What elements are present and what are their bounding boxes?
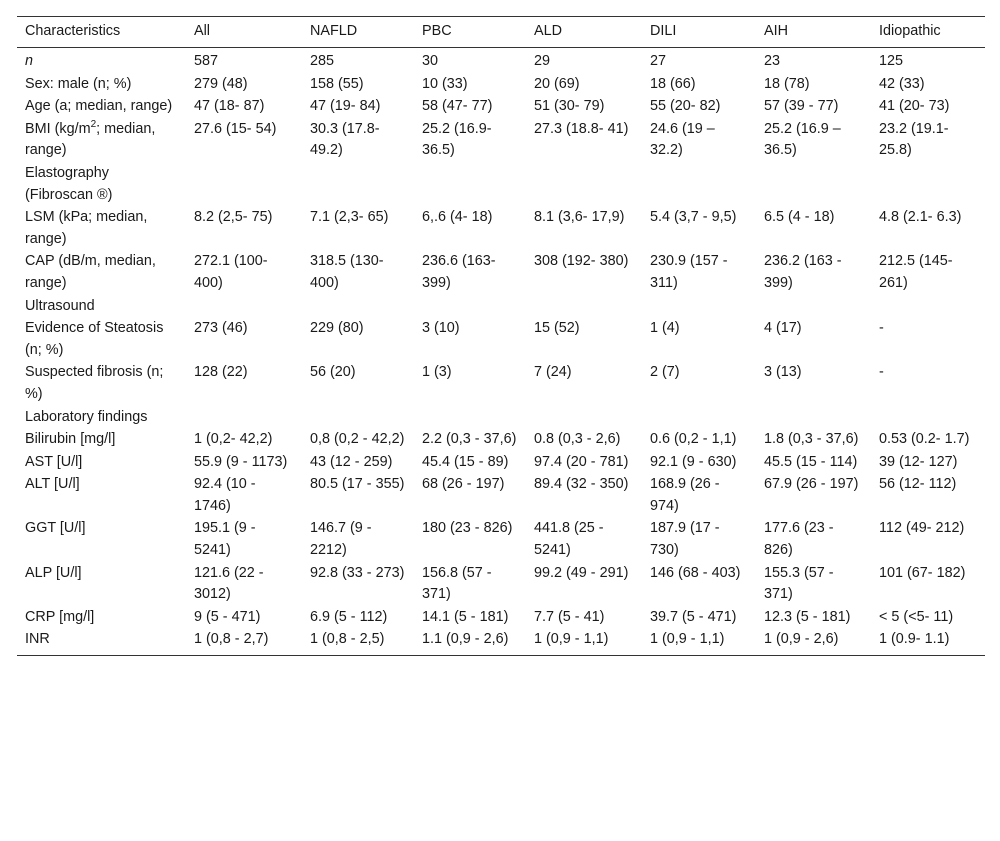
header-cell-idiopathic: Idiopathic xyxy=(871,17,985,48)
table-cell: 156.8 (57 - 371) xyxy=(422,564,492,603)
table-row xyxy=(17,206,985,250)
table-cell: 56 (20) xyxy=(310,364,356,381)
table-cell: 158 (55) xyxy=(310,75,364,92)
header-cell-pbc: PBC xyxy=(414,17,526,48)
table-cell: 195.1 (9 - 5241) xyxy=(194,520,256,559)
table-cell xyxy=(871,162,985,206)
table-row xyxy=(17,250,985,294)
table-cell: 18 (78) xyxy=(764,75,810,92)
table-cell xyxy=(526,162,642,206)
table-row xyxy=(17,517,985,561)
table-cell: 155.3 (57 - 371) xyxy=(764,564,834,603)
row-label: CRP [mg/l] xyxy=(25,608,95,625)
table-cell: 146 (68 - 403) xyxy=(650,564,741,581)
characteristics-table xyxy=(17,16,985,656)
table-cell: 39.7 (5 - 471) xyxy=(650,608,737,625)
table-cell: 1.8 (0,3 - 37,6) xyxy=(764,431,859,448)
row-label-text: ; median, range) xyxy=(25,120,156,159)
row-label: Age (a; median, range) xyxy=(25,98,173,115)
table-row xyxy=(17,162,985,206)
header-cell-characteristics: Characteristics xyxy=(17,17,186,48)
table-cell: 24.6 (19 – 32.2) xyxy=(650,120,715,159)
row-label: GGT [U/l] xyxy=(25,520,86,537)
table-cell xyxy=(526,406,642,429)
header-cell-aih: AIH xyxy=(756,17,871,48)
table-cell: 47 (19- 84) xyxy=(310,98,381,115)
table-cell xyxy=(302,295,414,318)
table-cell xyxy=(642,295,756,318)
row-label: AST [U/l] xyxy=(25,453,83,470)
table-cell: 180 (23 - 826) xyxy=(422,520,513,537)
table-cell: 1 (0,9 - 1,1) xyxy=(526,628,642,655)
table-cell: - xyxy=(879,364,884,381)
row-label: Evidence of Steatosis (n; %) xyxy=(25,320,164,358)
table-cell: 128 (22) xyxy=(194,364,248,381)
table-cell: 0,8 (0,2 - 42,2) xyxy=(310,431,405,448)
table-cell: 23.2 (19.1- 25.8) xyxy=(879,120,949,159)
table-cell: 8.1 (3,6- 17,9) xyxy=(534,209,625,226)
table-cell: 47 (18- 87) xyxy=(194,98,265,115)
table-cell: 168.9 (26 - 974) xyxy=(650,476,720,514)
table-row xyxy=(17,451,985,474)
table-cell: 56 (12- 112) xyxy=(879,476,957,493)
table-cell: 125 xyxy=(879,53,904,69)
table-cell: 9 (5 - 471) xyxy=(194,608,261,625)
row-label: n xyxy=(25,53,34,69)
table-cell xyxy=(871,295,985,318)
table-cell: 55.9 (9 - 1173) xyxy=(194,453,288,470)
table-cell: 7.7 (5 - 41) xyxy=(534,608,605,625)
table-cell: 29 xyxy=(534,53,551,69)
row-label: Suspected fibrosis (n; %) xyxy=(25,364,164,402)
table-body xyxy=(17,48,985,656)
table-cell: 4 (17) xyxy=(764,320,802,337)
table-cell: 236.2 (163 - 399) xyxy=(764,253,842,291)
table-cell: 177.6 (23 - 826) xyxy=(764,520,834,559)
row-label: INR xyxy=(17,628,186,655)
table-cell: 30.3 (17.8- 49.2) xyxy=(310,120,380,159)
table-cell xyxy=(186,295,302,318)
table-row xyxy=(17,606,985,629)
header-cell-dili: DILI xyxy=(642,17,756,48)
table-cell: 8.2 (2,5- 75) xyxy=(194,209,273,226)
table-cell: 1 (3) xyxy=(422,364,452,381)
row-label: Ultrasound xyxy=(25,297,95,314)
table-cell: 10 (33) xyxy=(422,75,468,92)
table-cell: 3 (10) xyxy=(422,320,460,337)
table-cell: 45.4 (15 - 89) xyxy=(422,453,509,470)
table-cell xyxy=(186,162,302,206)
table-cell: 92.1 (9 - 630) xyxy=(650,453,737,470)
row-label-text: BMI (kg/m xyxy=(25,120,91,137)
table-cell: 3 (13) xyxy=(764,364,802,381)
table-cell: 7 (24) xyxy=(534,364,572,381)
table-cell: 20 (69) xyxy=(534,75,580,92)
table-cell: 1 (0,9 - 1,1) xyxy=(642,628,756,655)
table-cell: 12.3 (5 - 181) xyxy=(764,608,851,625)
table-cell: 6,.6 (4- 18) xyxy=(422,209,493,226)
table-cell xyxy=(526,295,642,318)
row-label: ALP [U/l] xyxy=(25,564,82,581)
row-label: CAP (dB/m, median, range) xyxy=(25,253,156,291)
table-cell: 1 (0,9 - 2,6) xyxy=(756,628,871,655)
header-row xyxy=(17,17,985,48)
table-cell: 4.8 (2.1- 6.3) xyxy=(879,209,962,226)
table-cell: 45.5 (15 - 114) xyxy=(764,453,858,470)
table-cell: 279 (48) xyxy=(194,75,248,92)
table-row xyxy=(17,473,985,517)
table-cell: 57 (39 - 77) xyxy=(764,98,839,115)
table-cell xyxy=(871,406,985,429)
table-cell: 0.53 (0.2- 1.7) xyxy=(879,431,970,448)
table-cell: 67.9 (26 - 197) xyxy=(764,476,859,493)
table-cell xyxy=(414,406,526,429)
table-cell: 51 (30- 79) xyxy=(534,98,605,115)
table-cell: 15 (52) xyxy=(534,320,580,337)
table-cell: 0.8 (0,3 - 2,6) xyxy=(534,431,621,448)
table-cell: 146.7 (9 - 2212) xyxy=(310,520,372,559)
table-cell: 1.1 (0,9 - 2,6) xyxy=(414,628,526,655)
table-header xyxy=(17,17,985,48)
table-cell: 80.5 (17 - 355) xyxy=(310,476,405,493)
table-cell: 55 (20- 82) xyxy=(650,98,721,115)
table-cell: 1 (4) xyxy=(650,320,680,337)
table-cell: 212.5 (145- 261) xyxy=(879,253,953,291)
table-cell xyxy=(302,162,414,206)
table-row xyxy=(17,118,985,162)
header-cell-nafld: NAFLD xyxy=(302,17,414,48)
table-cell: 89.4 (32 - 350) xyxy=(534,476,629,493)
table-cell: 92.4 (10 - 1746) xyxy=(194,476,256,514)
table-cell: 14.1 (5 - 181) xyxy=(422,608,509,625)
table-cell: 1 (0.9- 1.1) xyxy=(871,628,985,655)
table-row xyxy=(17,73,985,96)
table-cell: 272.1 (100- 400) xyxy=(194,253,268,291)
characteristics-table-container xyxy=(17,16,985,656)
table-cell: 2 (7) xyxy=(650,364,680,381)
row-label: Sex: male (n; %) xyxy=(25,75,132,92)
row-label-superscript: 2 xyxy=(90,118,97,130)
table-cell: 18 (66) xyxy=(650,75,696,92)
header-cell-all: All xyxy=(186,17,302,48)
row-label: Elastography (Fibroscan ®) xyxy=(25,164,113,203)
table-cell: 101 (67- 182) xyxy=(879,564,966,581)
table-cell: 441.8 (25 - 5241) xyxy=(534,520,604,559)
table-cell xyxy=(302,406,414,429)
row-label: Bilirubin [mg/l] xyxy=(25,431,116,448)
table-cell xyxy=(756,162,871,206)
table-cell: 27.6 (15- 54) xyxy=(194,120,277,137)
table-cell xyxy=(186,406,302,429)
table-cell: 1 (0,2- 42,2) xyxy=(194,431,273,448)
table-cell: 25.2 (16.9 – 36.5) xyxy=(764,120,841,159)
row-label: LSM (kPa; median, range) xyxy=(25,209,148,247)
table-cell: 6.9 (5 - 112) xyxy=(310,608,388,625)
table-cell: 68 (26 - 197) xyxy=(422,476,505,493)
table-cell: 99.2 (49 - 291) xyxy=(534,564,629,581)
table-cell xyxy=(414,162,526,206)
table-cell: 97.4 (20 - 781) xyxy=(534,453,629,470)
table-cell: 318.5 (130- 400) xyxy=(310,253,384,291)
table-cell: 92.8 (33 - 273) xyxy=(310,564,405,581)
table-cell: 236.6 (163- 399) xyxy=(422,253,496,291)
table-row xyxy=(17,317,985,361)
table-cell: 0.6 (0,2 - 1,1) xyxy=(650,431,737,448)
table-cell: 587 xyxy=(194,53,219,69)
table-cell: 112 (49- 212) xyxy=(879,520,965,537)
table-cell xyxy=(642,406,756,429)
table-row xyxy=(17,48,985,73)
table-cell: 121.6 (22 - 3012) xyxy=(194,564,264,603)
table-cell: 30 xyxy=(422,53,439,69)
table-row xyxy=(17,428,985,451)
table-cell: 27 xyxy=(650,53,667,69)
table-cell: 23 xyxy=(764,53,781,69)
table-cell: 273 (46) xyxy=(194,320,248,337)
table-cell xyxy=(756,295,871,318)
table-cell: 5.4 (3,7 - 9,5) xyxy=(650,209,737,226)
table-cell: 187.9 (17 - 730) xyxy=(650,520,720,559)
table-cell: - xyxy=(879,320,884,337)
table-cell xyxy=(642,162,756,206)
table-cell: 41 (20- 73) xyxy=(879,98,950,115)
table-row xyxy=(17,295,985,318)
table-cell: 42 (33) xyxy=(879,75,925,92)
table-row xyxy=(17,562,985,606)
table-row xyxy=(17,361,985,405)
table-row xyxy=(17,628,985,655)
table-cell: 27.3 (18.8- 41) xyxy=(534,120,629,137)
row-label xyxy=(17,118,186,162)
row-label: Laboratory findings xyxy=(25,408,148,425)
table-cell xyxy=(414,295,526,318)
header-cell-ald: ALD xyxy=(526,17,642,48)
table-row xyxy=(17,95,985,118)
table-cell: 1 (0,8 - 2,5) xyxy=(302,628,414,655)
table-cell: 308 (192- 380) xyxy=(534,253,629,270)
row-label: ALT [U/l] xyxy=(25,476,80,493)
table-cell: 6.5 (4 - 18) xyxy=(764,209,835,226)
table-cell: 2.2 (0,3 - 37,6) xyxy=(422,431,517,448)
table-cell: 229 (80) xyxy=(310,320,364,337)
table-cell: 285 xyxy=(310,53,335,69)
table-cell xyxy=(756,406,871,429)
table-cell: 58 (47- 77) xyxy=(422,98,493,115)
table-cell: 7.1 (2,3- 65) xyxy=(310,209,389,226)
table-cell: 43 (12 - 259) xyxy=(310,453,393,470)
table-cell: 230.9 (157 - 311) xyxy=(650,253,728,291)
table-cell: < 5 (<5- 11) xyxy=(879,608,954,625)
table-cell: 1 (0,8 - 2,7) xyxy=(186,628,302,655)
table-cell: 39 (12- 127) xyxy=(879,453,958,470)
table-row xyxy=(17,406,985,429)
table-cell: 25.2 (16.9- 36.5) xyxy=(422,120,492,159)
